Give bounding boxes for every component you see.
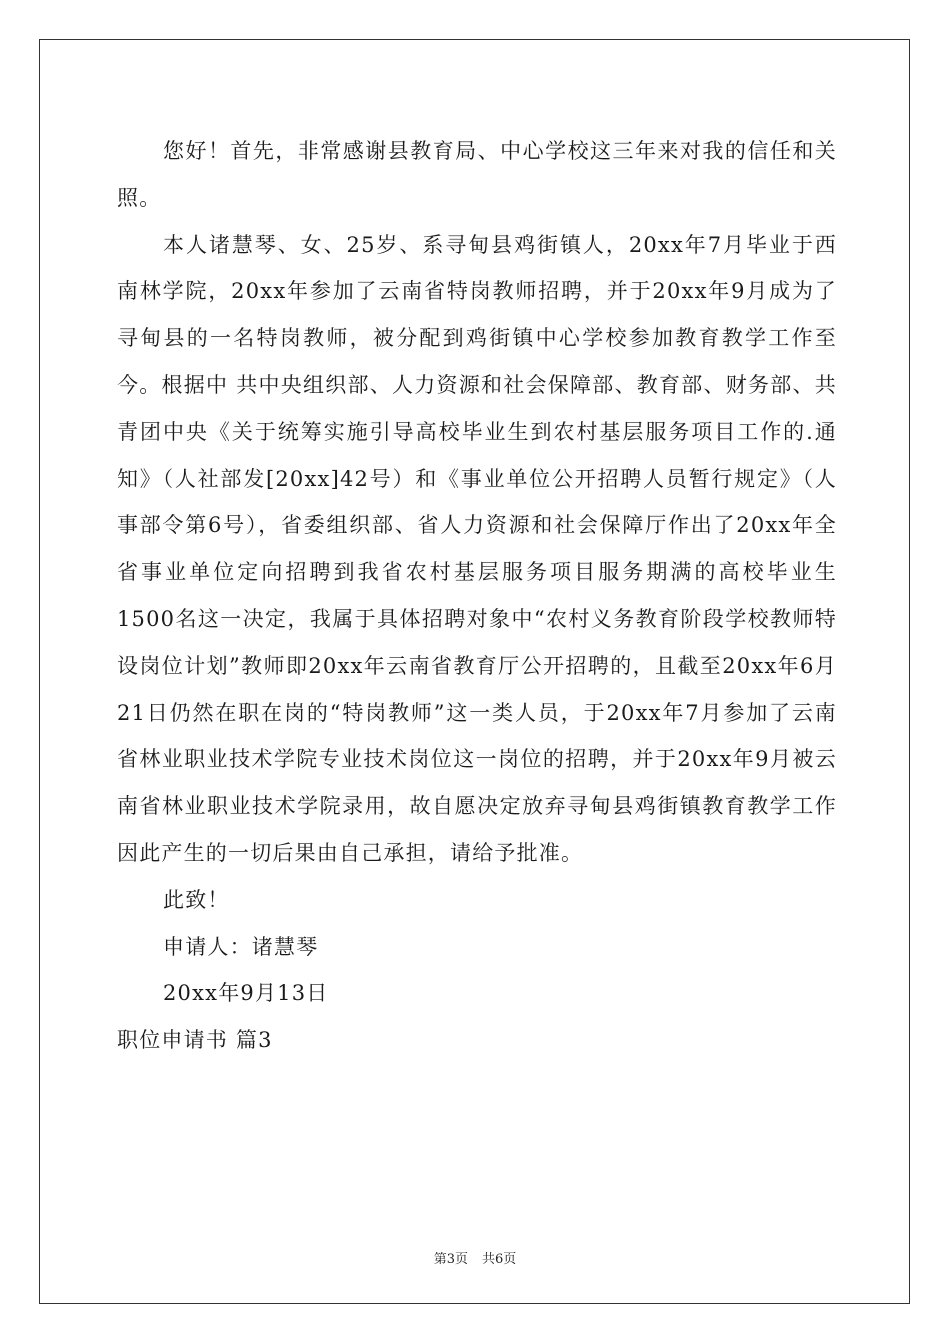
greeting-paragraph: 您好！首先，非常感谢县教育局、中心学校这三年来对我的信任和关照。 xyxy=(117,139,837,210)
document-body xyxy=(117,128,837,1064)
next-section-title: 职位申请书 篇3 xyxy=(117,1028,273,1053)
applicant-signature: 申请人：诸慧琴 xyxy=(163,934,319,959)
closing-salutation: 此致！ xyxy=(163,887,230,912)
page-total: 共6页 xyxy=(482,1252,517,1267)
letter-date: 20xx年9月13日 xyxy=(163,981,329,1006)
page-footer xyxy=(0,1248,950,1267)
page-number: 第3页 xyxy=(433,1252,468,1267)
main-paragraph: 本人诸慧琴、女、25岁、系寻甸县鸡街镇人，20xx年7月毕业于西南林学院，20xx年参加了云南省特岗教师招聘，并于20xx年9月成为了寻甸县的一名特岗教师，被分配到鸡街镇中心学校参加教育教学工作至今。根据中 共中央组织部、人力资源和社会保障部、教育部、财务部、共青团中央《关于统筹实施引导高校毕业生到农村基层服务项目工作的.通知》（人社部发[20xx]42号）和《事业单位公开招聘人员暂行规定》（人事部令第6号），省委组织部、省人力资源和社会保障厅作出了20xx年全省事业单位定向招聘到我省农村基层服务项目服务期满的高校毕业生1500名这一决定，我属于具体招聘对象中“农村义务教育阶段学校教师特设岗位计划”教师即20xx年云南省教育厅公开招聘的，且截至20xx年6月21日仍然在职在岗的“特岗教师”这一类人员，于20xx年7月参加了云南省林业职业技术学院专业技术岗位这一岗位的招聘，并于20xx年9月被云南省林业职业技术学院录用，故自愿决定放弃寻甸县鸡街镇教育教学工作因此产生的一切后果由自己承担，请给予批准。 xyxy=(117,232,837,865)
